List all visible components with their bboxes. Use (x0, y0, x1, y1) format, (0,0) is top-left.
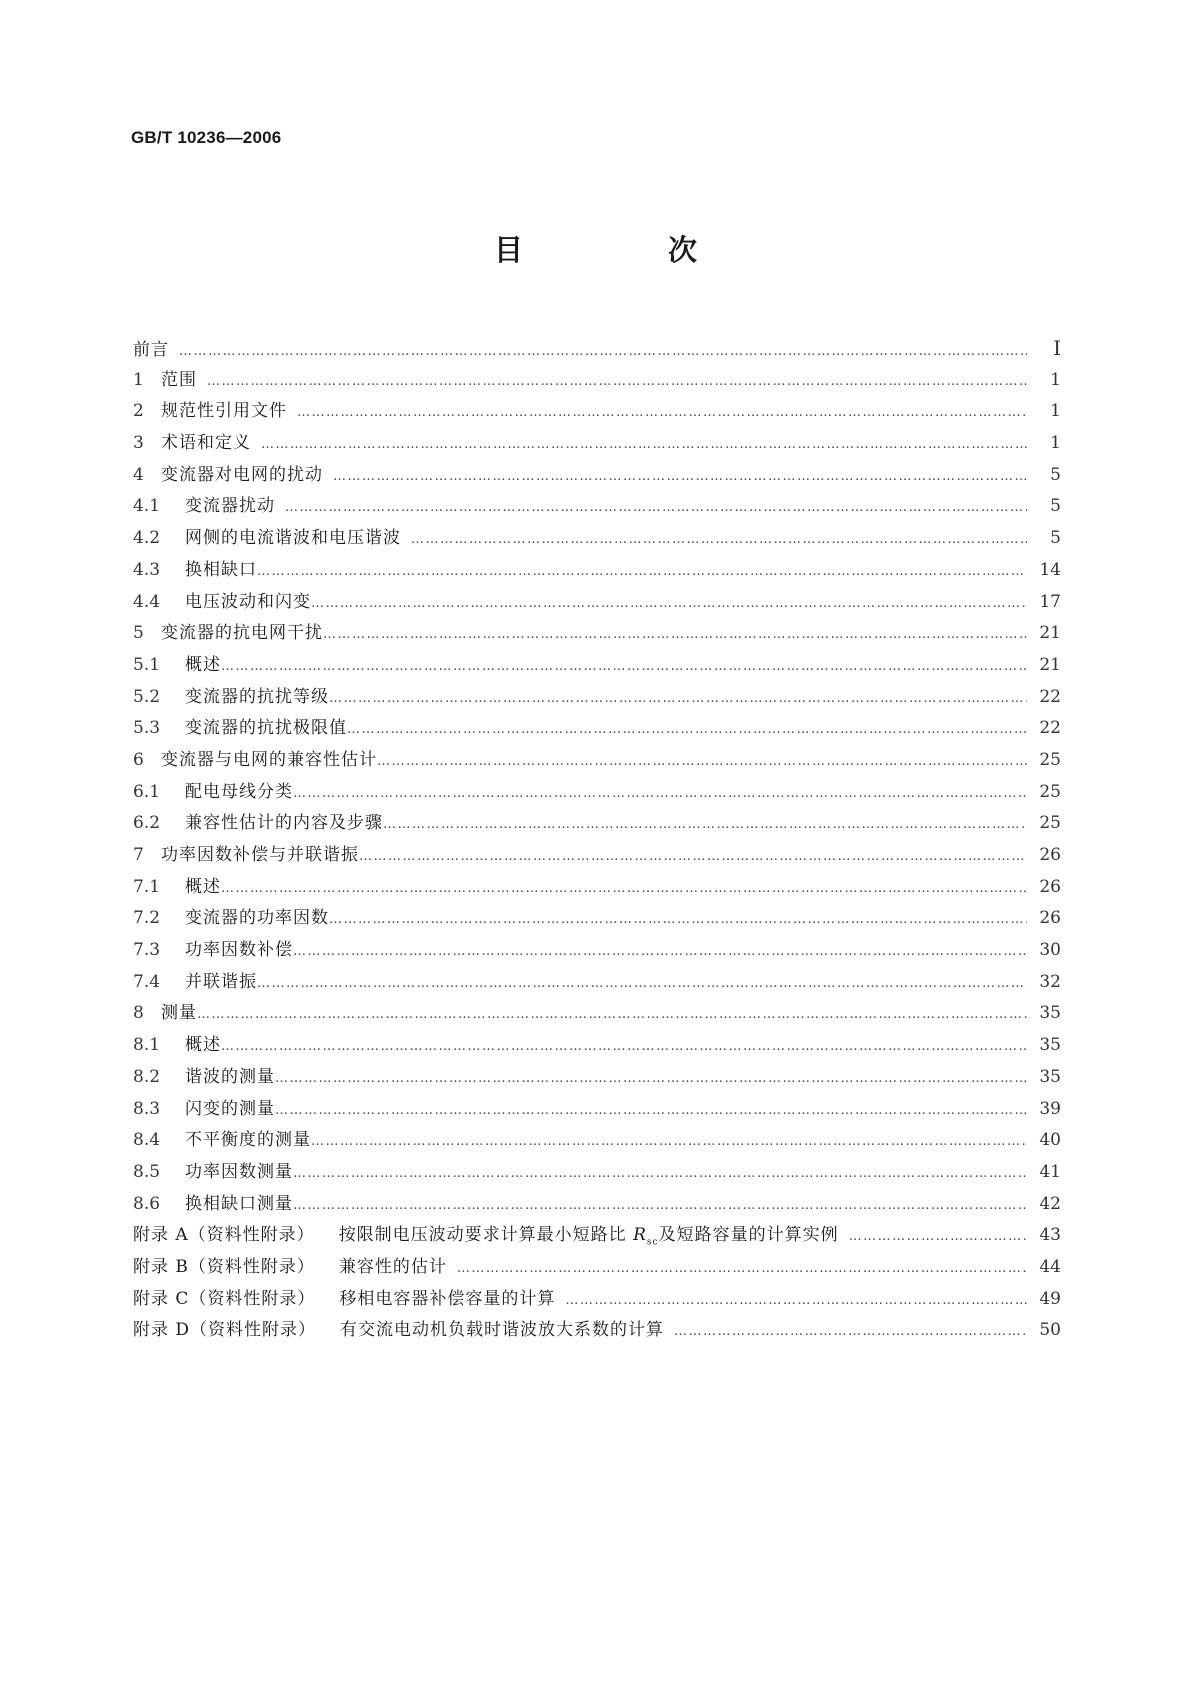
toc-entry-page: 41 (1039, 1161, 1061, 1182)
toc-dot-leader (207, 366, 1027, 398)
appendix-title-before: 移相电容器补偿容量的计算 (339, 1288, 556, 1309)
toc-entry-page: 35 (1039, 1066, 1061, 1087)
toc-entry-label: 功率因数测量 (185, 1161, 293, 1182)
toc-dot-leader (179, 336, 1027, 368)
toc-entry-page: 26 (1039, 876, 1061, 897)
toc-dot-leader (221, 1031, 1027, 1063)
toc-entry-number: 4.3 (133, 559, 161, 580)
toc-entry-label: 谐波的测量 (185, 1066, 275, 1087)
toc-entry-number: 8.1 (133, 1035, 161, 1056)
toc-entry-6-1[interactable] (133, 777, 1061, 809)
toc-entry-label: 术语和定义 (161, 433, 251, 454)
toc-entry-number: 4 (133, 464, 144, 485)
toc-entry-7-3[interactable] (133, 935, 1061, 967)
toc-dot-leader (261, 429, 1027, 461)
toc-entry-number: 8.3 (133, 1098, 161, 1119)
toc-entry-label: 闪变的测量 (185, 1098, 275, 1119)
toc-entry-number: 2 (133, 401, 144, 422)
appendix-prefix: 附录 A（资料性附录） (133, 1225, 315, 1246)
toc-entry-4-3[interactable] (133, 555, 1061, 587)
toc-entry-page: 39 (1039, 1098, 1061, 1119)
toc-dot-leader (221, 651, 1027, 683)
toc-entry-number: 8.6 (133, 1193, 161, 1214)
toc-entry-2[interactable] (133, 396, 1061, 428)
toc-entry-4-4[interactable] (133, 587, 1061, 619)
appendix-prefix: 附录 C（资料性附录） (133, 1288, 316, 1309)
toc-entry-5-3[interactable] (133, 713, 1061, 745)
toc-entry-number: 7.2 (133, 908, 161, 929)
toc-entry-number: 6.2 (133, 813, 161, 834)
toc-entry-3[interactable] (133, 428, 1061, 460)
toc-entry-number: 8.4 (133, 1130, 161, 1151)
appendix-symbol-subscript: sc (646, 1237, 659, 1248)
toc-entry-label: 概述 (185, 876, 221, 897)
toc-entry-6[interactable] (133, 745, 1061, 777)
toc-entry-number: 5 (133, 623, 144, 644)
toc-dot-leader (383, 809, 1027, 841)
toc-entry-page: 5 (1050, 528, 1061, 549)
toc-entry-7-2[interactable] (133, 903, 1061, 935)
toc-entry-number: 7.4 (133, 971, 161, 992)
toc-entry-5-2[interactable] (133, 682, 1061, 714)
toc-entry-foreword[interactable] (133, 333, 1061, 365)
toc-entry-number: 1 (133, 369, 144, 390)
toc-entry-number: 5.2 (133, 686, 161, 707)
toc-entry-label: 网侧的电流谐波和电压谐波 (185, 528, 401, 549)
toc-entry-label: 并联谐振 (185, 971, 257, 992)
toc-entry-number: 8.2 (133, 1066, 161, 1087)
toc-entry-6-2[interactable] (133, 808, 1061, 840)
toc-entry-label: 换相缺口 (185, 559, 257, 580)
toc-dot-leader (197, 999, 1027, 1031)
toc-dot-leader (275, 1095, 1027, 1127)
toc-dot-leader (293, 936, 1027, 968)
toc-entry-label: 功率因数补偿与并联谐振 (161, 845, 359, 865)
toc-entry-label: 兼容性估计的内容及步骤 (185, 813, 383, 834)
toc-entry-page: 1 (1050, 433, 1061, 454)
toc-entry-4-2[interactable] (133, 523, 1061, 555)
appendix-symbol: R (633, 1225, 647, 1246)
toc-entry-number: 4.1 (133, 496, 161, 517)
toc-entry-8-5[interactable] (133, 1157, 1061, 1189)
toc-entry-page: 40 (1039, 1130, 1061, 1151)
toc-entry-number: 3 (133, 433, 144, 454)
toc-dot-leader (221, 873, 1027, 905)
toc-entry-label: 变流器与电网的兼容性估计 (161, 749, 377, 770)
appendix-title-before: 兼容性的估计 (338, 1256, 447, 1277)
toc-entry-page: 5 (1050, 496, 1061, 517)
toc-entry-page: 35 (1039, 1035, 1061, 1056)
toc-entry-label: 测量 (161, 1003, 197, 1024)
toc-dot-leader (297, 397, 1027, 429)
toc-entry-number: 8.5 (133, 1161, 161, 1182)
standard-code: GB/T 10236—2006 (131, 128, 282, 147)
toc-entry-label: 变流器对电网的扰动 (161, 464, 323, 485)
toc-entry-8-6[interactable] (133, 1189, 1061, 1221)
toc-entry-page: 26 (1039, 845, 1061, 865)
appendix-title (340, 1315, 674, 1354)
toc-entry-page: 25 (1039, 781, 1061, 802)
toc-dot-leader (674, 1316, 1027, 1348)
toc-entry-page: 14 (1039, 559, 1061, 580)
toc-dot-leader (347, 714, 1027, 746)
appendix-prefix: 附录 B（资料性附录） (133, 1256, 315, 1277)
toc-appendix-c[interactable] (133, 1284, 1061, 1316)
toc-entry-8-4[interactable] (133, 1125, 1061, 1157)
toc-entry-number: 7 (133, 845, 144, 865)
toc-entry-label: 变流器的抗电网干扰 (161, 623, 323, 644)
toc-dot-leader (333, 461, 1027, 493)
toc-dot-leader (275, 1063, 1027, 1095)
toc-entry-5[interactable] (133, 618, 1061, 650)
toc-appendix-d[interactable] (133, 1315, 1061, 1347)
toc-dot-leader (285, 492, 1027, 524)
toc-dot-leader (329, 904, 1027, 936)
toc-entry-page: 26 (1039, 908, 1061, 929)
toc-entry-label: 换相缺口测量 (185, 1193, 293, 1214)
toc-entry-label: 概述 (185, 654, 221, 675)
toc-entry-page: 42 (1039, 1193, 1061, 1214)
page-title: 目 次 (493, 233, 755, 267)
toc-dot-leader (457, 1253, 1027, 1285)
toc-entry-8[interactable] (133, 998, 1061, 1030)
toc-dot-leader (293, 778, 1027, 810)
toc-entry-number: 5.3 (133, 718, 161, 739)
toc-entry-8-3[interactable] (133, 1094, 1061, 1126)
toc-entry-page: Ⅰ (1053, 336, 1061, 360)
toc-entry-page: 1 (1050, 401, 1061, 422)
toc-entry-page: 50 (1039, 1320, 1061, 1341)
toc-entry-8-2[interactable] (133, 1062, 1061, 1094)
toc-entry-label: 电压波动和闪变 (185, 591, 311, 612)
toc-entry-number: 7.1 (133, 876, 161, 897)
toc-entry-number: 4.4 (133, 591, 161, 612)
appendix-title-before: 按限制电压波动要求计算最小短路比 (338, 1225, 634, 1246)
toc-entry-page: 1 (1050, 369, 1061, 390)
toc-entry-label: 范围 (161, 369, 197, 390)
toc-entry-label: 功率因数补偿 (185, 940, 293, 961)
toc-entry-label: 变流器的抗扰等级 (185, 686, 329, 707)
toc-dot-leader (257, 556, 1027, 588)
toc-entry-label: 配电母线分类 (185, 781, 293, 802)
toc-entry-label: 前言 (133, 340, 169, 360)
appendix-title-before: 有交流电动机负载时谐波放大系数的计算 (340, 1320, 665, 1341)
toc-entry-4[interactable] (133, 460, 1061, 492)
toc-entry-page: 21 (1039, 654, 1061, 675)
appendix-prefix: 附录 D（资料性附录） (133, 1320, 317, 1341)
toc-dot-leader (293, 1158, 1027, 1190)
toc-entry-page: 22 (1039, 686, 1061, 707)
toc-entry-label: 规范性引用文件 (161, 401, 287, 422)
toc-entry-number: 6 (133, 749, 144, 770)
toc-dot-leader (311, 588, 1027, 620)
toc-entry-number: 7.3 (133, 940, 161, 961)
toc-entry-label: 变流器扰动 (185, 496, 275, 517)
toc-entry-page: 22 (1039, 718, 1061, 739)
toc-entry-page: 21 (1039, 623, 1061, 644)
toc-entry-page: 44 (1039, 1256, 1061, 1277)
toc-entry-number: 8 (133, 1003, 144, 1024)
toc-dot-leader (293, 1190, 1027, 1222)
toc-entry-page: 32 (1039, 971, 1061, 992)
toc-entry-label: 不平衡度的测量 (185, 1130, 311, 1151)
toc-entry-7-1[interactable] (133, 872, 1061, 904)
toc-entry-page: 49 (1039, 1288, 1061, 1309)
toc-dot-leader (849, 1221, 1027, 1253)
toc-appendix-a[interactable] (133, 1220, 1061, 1252)
toc-entry-4-1[interactable] (133, 491, 1061, 523)
toc-entry-number: 6.1 (133, 781, 161, 802)
toc-entry-number: 5.1 (133, 654, 161, 675)
toc-entry-7[interactable] (133, 840, 1061, 872)
toc-entry-label: 变流器的功率因数 (185, 908, 329, 929)
toc-dot-leader (565, 1285, 1027, 1317)
toc-entry-1[interactable] (133, 365, 1061, 397)
toc-dot-leader (329, 683, 1027, 715)
toc-entry-page: 25 (1039, 813, 1061, 834)
toc-entry-8-1[interactable] (133, 1030, 1061, 1062)
toc-dot-leader (311, 1126, 1027, 1158)
toc-entry-page: 35 (1039, 1003, 1061, 1024)
appendix-title-after: 及短路容量的计算实例 (658, 1225, 839, 1246)
toc-entry-page: 17 (1039, 591, 1061, 612)
toc-entry-number: 4.2 (133, 528, 161, 549)
table-of-contents (133, 333, 1061, 1347)
toc-dot-leader (359, 841, 1027, 873)
toc-dot-leader (377, 746, 1027, 778)
toc-entry-7-4[interactable] (133, 967, 1061, 999)
toc-entry-page: 30 (1039, 940, 1061, 961)
toc-entry-label: 概述 (185, 1035, 221, 1056)
toc-entry-page: 25 (1039, 749, 1061, 770)
toc-entry-label: 变流器的抗扰极限值 (185, 718, 347, 739)
toc-appendix-b[interactable] (133, 1252, 1061, 1284)
toc-dot-leader (323, 619, 1027, 651)
toc-dot-leader (411, 524, 1027, 556)
toc-entry-page: 5 (1050, 464, 1061, 485)
toc-dot-leader (257, 968, 1027, 1000)
toc-entry-5-1[interactable] (133, 650, 1061, 682)
toc-entry-page: 43 (1039, 1225, 1061, 1246)
